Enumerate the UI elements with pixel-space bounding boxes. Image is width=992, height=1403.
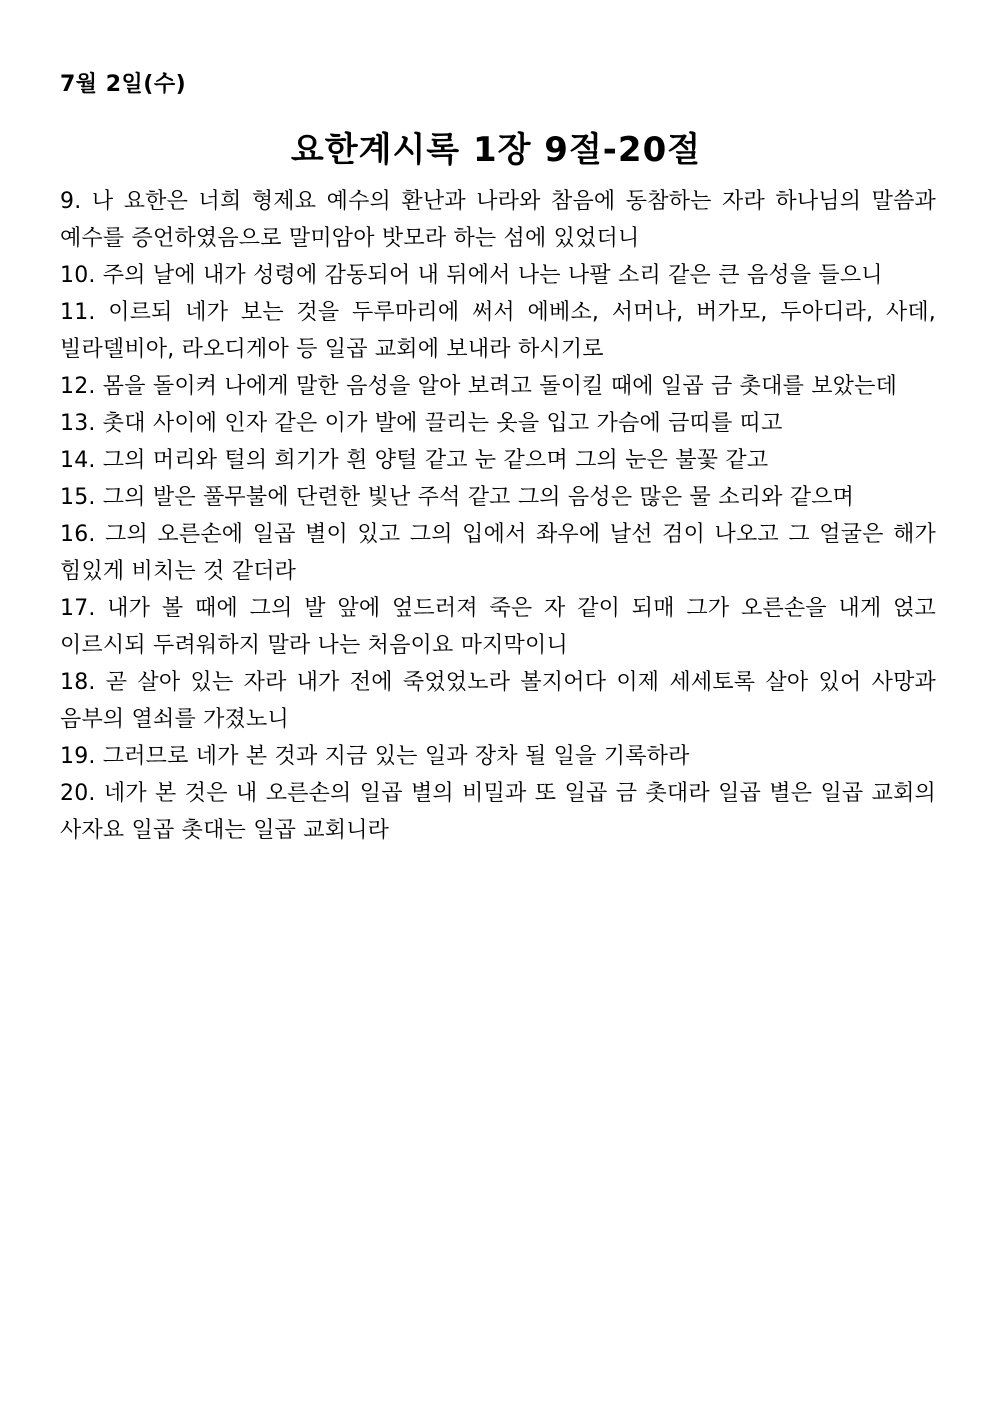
verse-10: 10. 주의 날에 내가 성령에 감동되어 내 뒤에서 나는 나팔 소리 같은 큰 음성을 들으니 xyxy=(60,263,883,288)
verse-15: 15. 그의 발은 풀무불에 단련한 빛난 주석 같고 그의 음성은 많은 물 소리와 같으며 xyxy=(60,485,855,510)
verse-17: 17. 내가 볼 때에 그의 발 앞에 엎드러져 죽은 자 같이 되매 그가 오른손을 내게 얹고 이르시되 두려워하지 말라 나는 처음이요 마지막이니 xyxy=(60,596,936,658)
verse-14: 14. 그의 머리와 털의 희기가 흰 양털 같고 눈 같으며 그의 눈은 불꽃 같고 xyxy=(60,448,769,473)
verse-9: 9. 나 요한은 너희 형제요 예수의 환난과 나라와 참음에 동참하는 자라 하나님의 말씀과 예수를 증언하였음으로 말미암아 밧모라 하는 섬에 있었더니 xyxy=(60,189,936,251)
verse-18: 18. 곧 살아 있는 자라 내가 전에 죽었었노라 볼지어다 이제 세세토록 살아 있어 사망과 음부의 열쇠를 가졌노니 xyxy=(60,670,936,732)
verse-11: 11. 이르되 네가 보는 것을 두루마리에 써서 에베소, 서머나, 버가모, 두아디라, 사데, 빌라델비아, 라오디게아 등 일곱 교회에 보내라 하시기로 xyxy=(60,300,936,362)
verse-12: 12. 몸을 돌이켜 나에게 말한 음성을 알아 보려고 돌이킬 때에 일곱 금 촛대를 보았는데 xyxy=(60,374,898,399)
verse-19: 19. 그러므로 네가 본 것과 지금 있는 일과 장차 될 일을 기록하라 xyxy=(60,744,690,769)
verse-16: 16. 그의 오른손에 일곱 별이 있고 그의 입에서 좌우에 날선 검이 나오고 그 얼굴은 해가 힘있게 비치는 것 같더라 xyxy=(60,522,936,584)
date-label: 7월 2일(수) xyxy=(60,72,187,97)
verse-list xyxy=(60,183,936,849)
page-title: 요한계시록 1장 9절-20절 xyxy=(290,130,702,170)
verse-13: 13. 촛대 사이에 인자 같은 이가 발에 끌리는 옷을 입고 가슴에 금띠를 띠고 xyxy=(60,411,783,436)
verse-20: 20. 네가 본 것은 내 오른손의 일곱 별의 비밀과 또 일곱 금 촛대라 일곱 별은 일곱 교회의 사자요 일곱 촛대는 일곱 교회니라 xyxy=(60,781,936,843)
